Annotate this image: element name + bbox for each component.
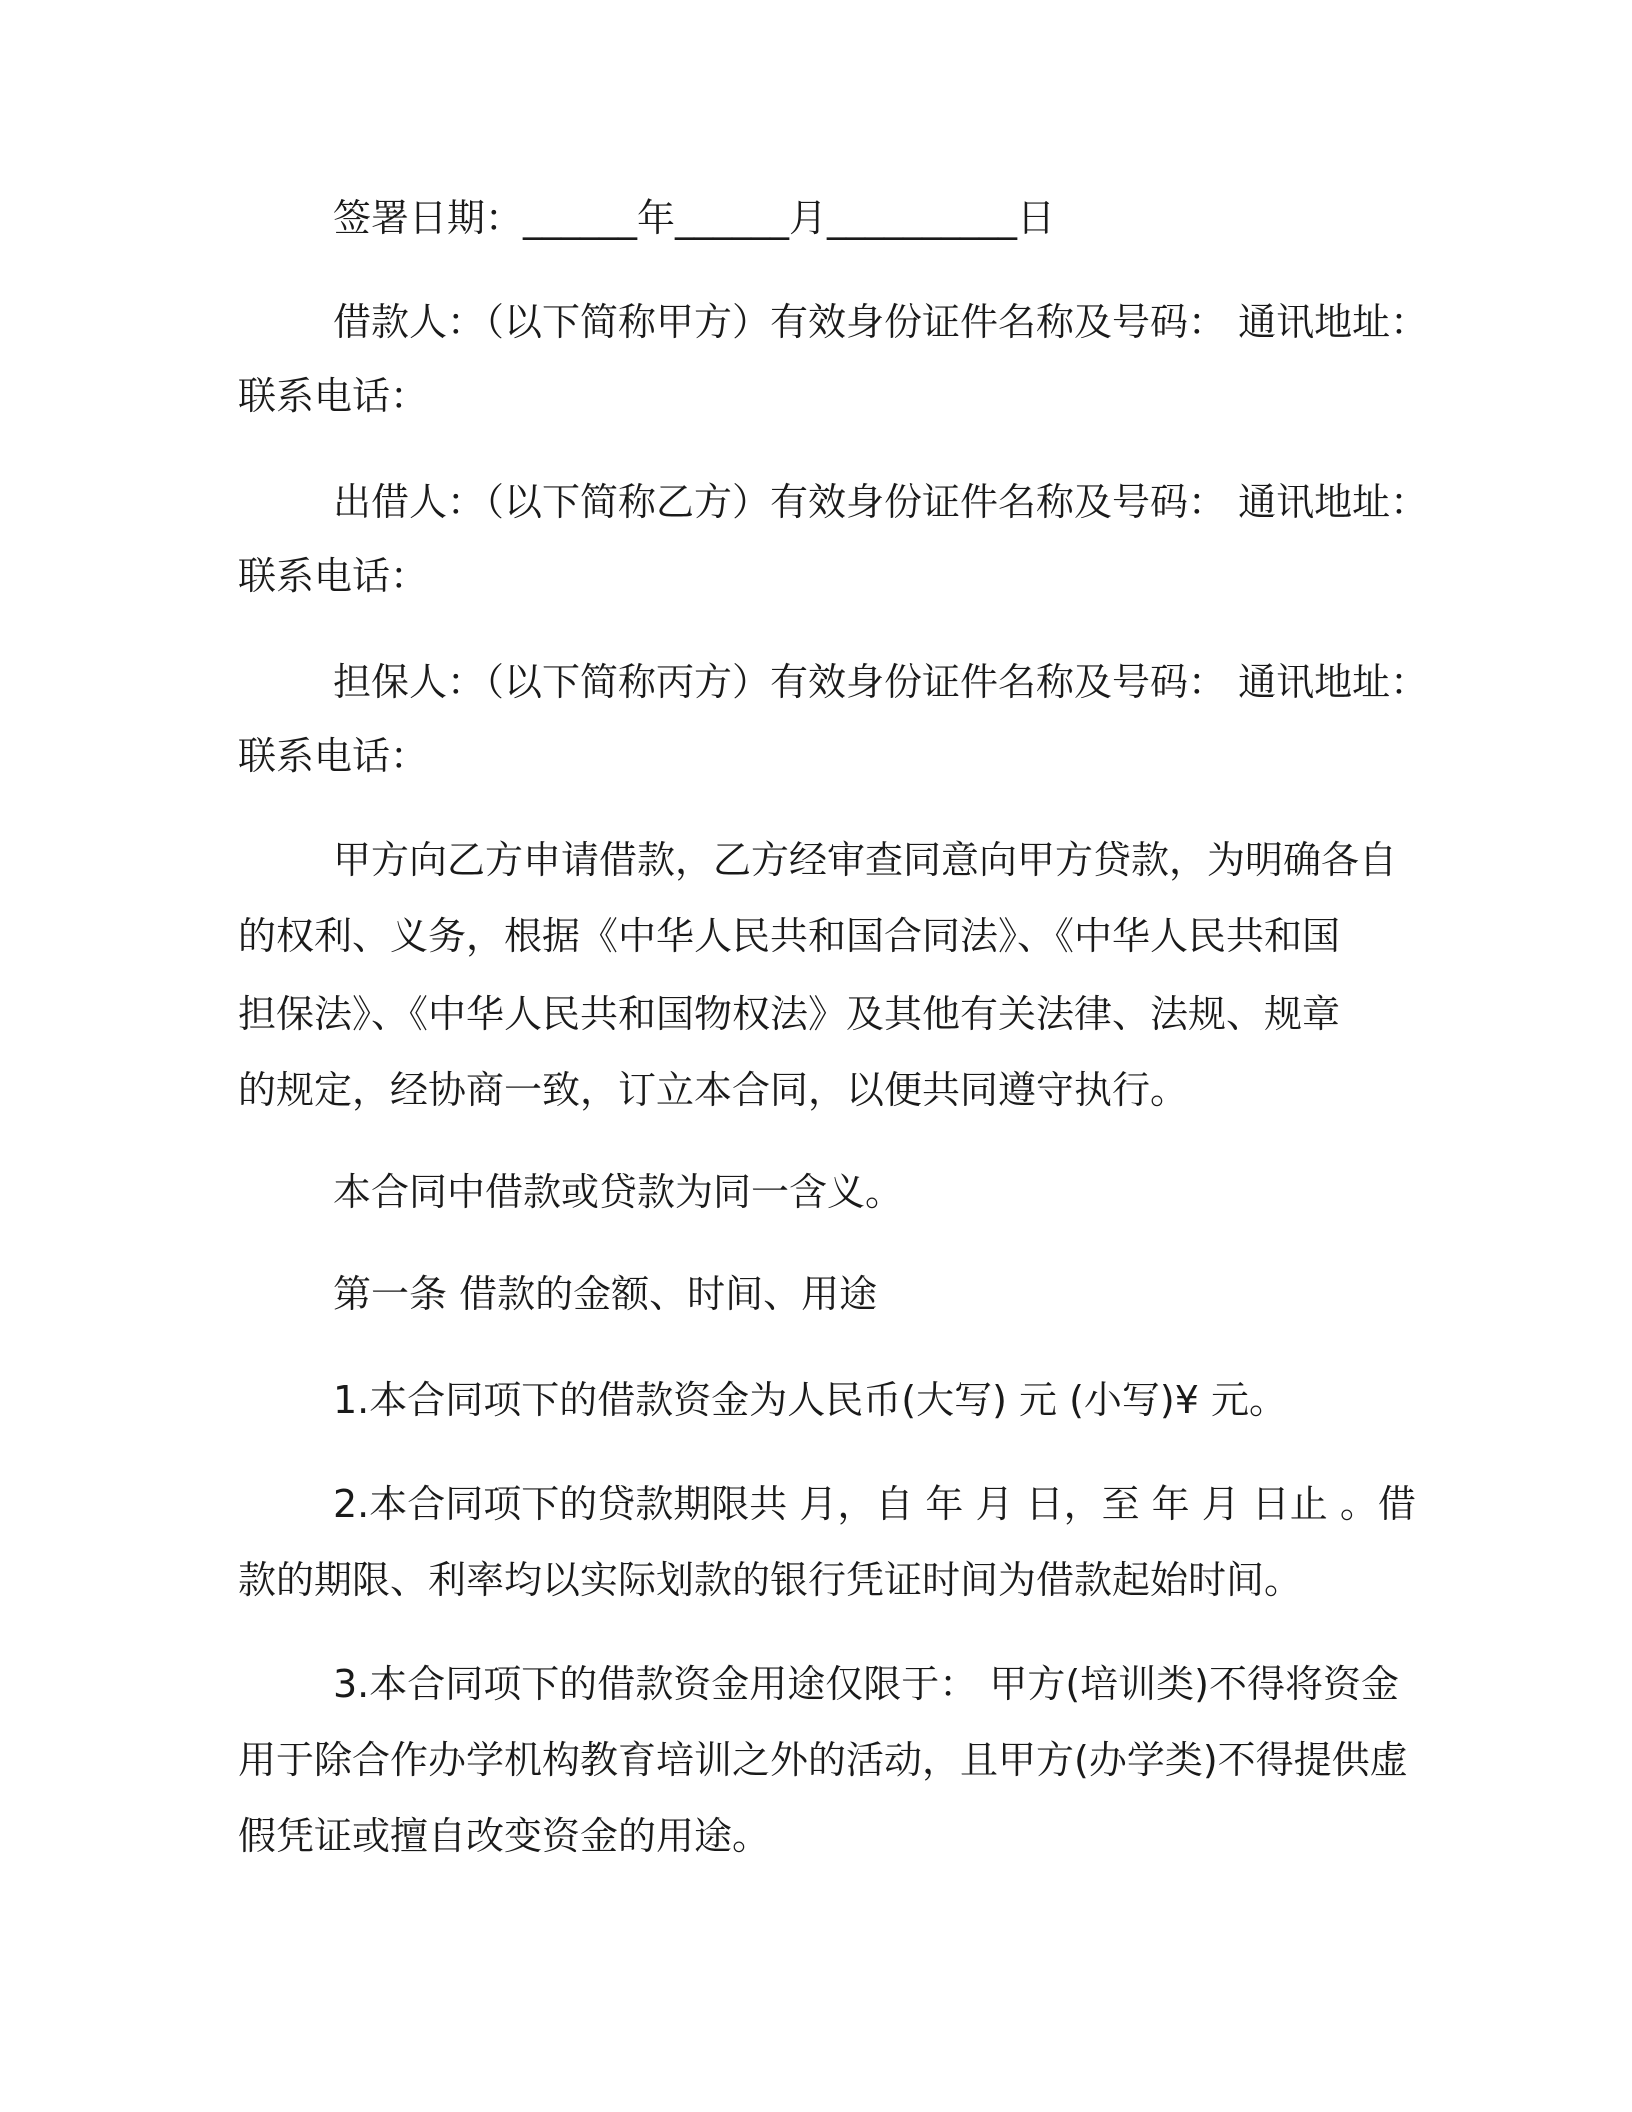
preamble-line-3: 担保法》、《中华人民共和国物权法》及其他有关法律、法规、规章 xyxy=(238,992,1341,1036)
guarantor-phone-line: 联系电话： xyxy=(238,734,429,778)
borrower-info-line: 借款人：（以下简称甲方）有效身份证件名称及号码： 通讯地址： xyxy=(333,300,1429,344)
definition-line: 本合同中借款或贷款为同一含义。 xyxy=(333,1170,904,1214)
borrower-phone-line: 联系电话： xyxy=(238,374,429,418)
preamble-line-4: 的规定，经协商一致，订立本合同，以便共同遵守执行。 xyxy=(238,1068,1189,1112)
lender-info-line: 出借人：（以下简称乙方）有效身份证件名称及号码： 通讯地址： xyxy=(333,480,1429,524)
preamble-line-2: 的权利、义务，根据《中华人民共和国合同法》、《中华人民共和国 xyxy=(238,914,1341,958)
clause-2-line-2: 款的期限、利率均以实际划款的银行凭证时间为借款起始时间。 xyxy=(238,1558,1303,1602)
lender-phone-line: 联系电话： xyxy=(238,554,429,598)
signing-date-line: 签署日期：______年______月__________日 xyxy=(333,196,1056,240)
clause-3-line-1: 3.本合同项下的借款资金用途仅限于： 甲方(培训类)不得将资金 xyxy=(333,1662,1399,1706)
guarantor-info-line: 担保人：（以下简称丙方）有效身份证件名称及号码： 通讯地址： xyxy=(333,660,1429,704)
clause-2-line-1: 2.本合同项下的贷款期限共 月，自 年 月 日，至 年 月 日止 。借 xyxy=(333,1482,1416,1526)
article-1-heading: 第一条 借款的金额、时间、用途 xyxy=(333,1272,878,1316)
clause-3-line-3: 假凭证或擅自改变资金的用途。 xyxy=(238,1814,771,1858)
clause-1-line: 1.本合同项下的借款资金为人民币(大写) 元 (小写)¥ 元。 xyxy=(333,1378,1287,1422)
preamble-line-1: 甲方向乙方申请借款，乙方经审查同意向甲方贷款，为明确各自 xyxy=(333,838,1398,882)
clause-3-line-2: 用于除合作办学机构教育培训之外的活动，且甲方(办学类)不得提供虚 xyxy=(238,1738,1408,1782)
